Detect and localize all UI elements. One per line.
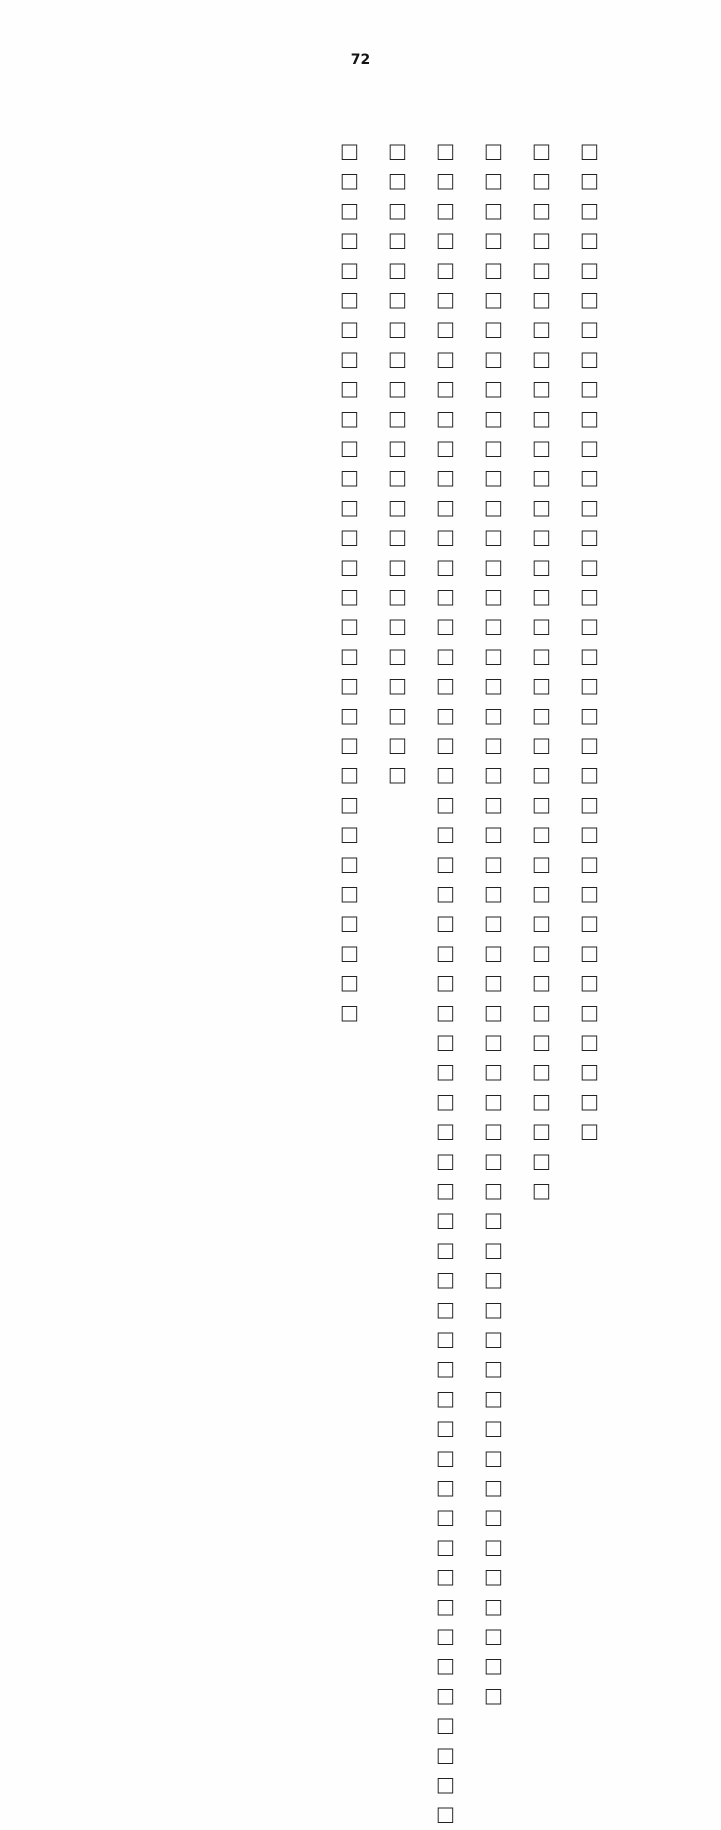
paragraph: □□□□□□□□□□□□□□□□□□□□□□□□□□□□□□□□□□□□□□□□□□□□□□□□□□□□□ <box>479 137 508 1712</box>
paragraph: □□□□□□□□□□□□□□□□□□□□□□□□□□□□□□□□□□□□ <box>527 137 556 1207</box>
paragraph: □□□□□□□□□□□□□□□□□□□□□□□□□□□□□□ <box>335 137 364 1028</box>
paragraph: □□□□□□□□□□□□□□□□□□□□□□□□□□□□□□□□□□ <box>575 137 604 1147</box>
vertical-text-block <box>131 85 613 1830</box>
paragraph: □□□□□□□□□□□□□□□□□□□□□□□□□□□□□□□□□□□□□□□□□□□□□□□□□□□□□□□□□ <box>431 137 460 1830</box>
page-number: 72 <box>350 52 371 68</box>
paragraph: □□□□□□□□□□□□□□□□□□□□□□ <box>383 137 412 791</box>
